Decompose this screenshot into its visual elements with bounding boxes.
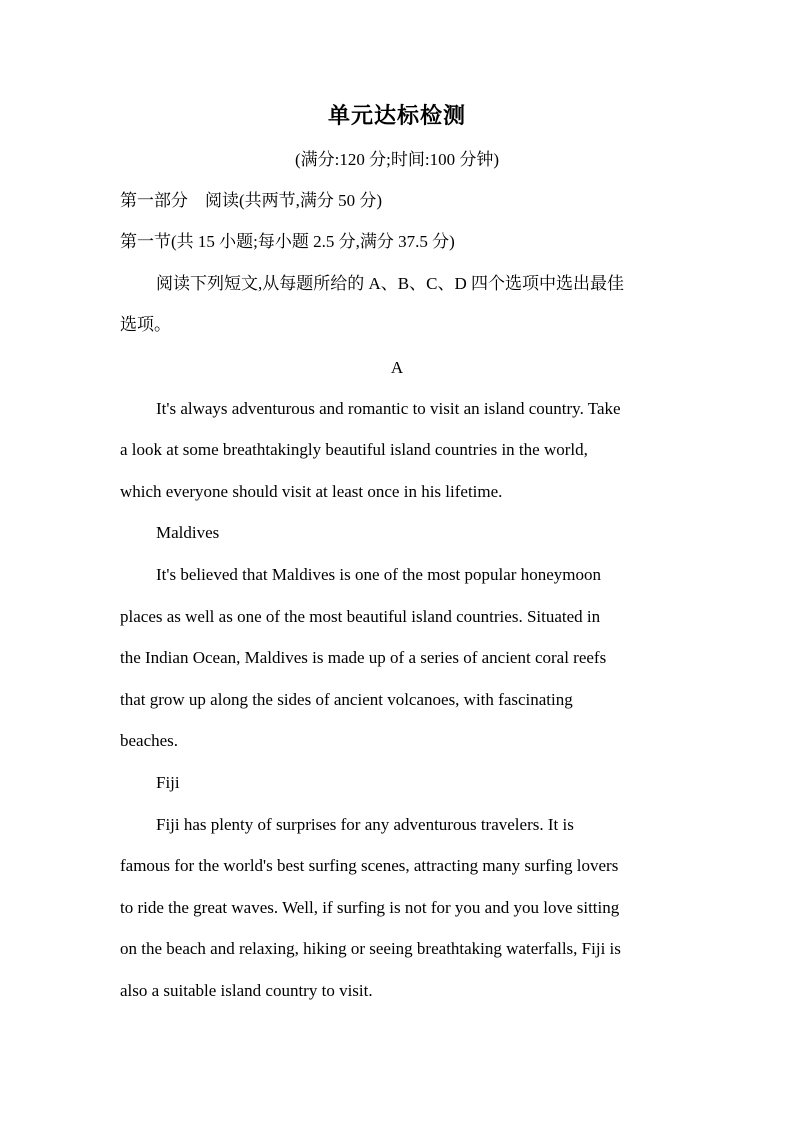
paragraph-line: It's always adventurous and romantic to visit an island country. Take xyxy=(156,399,621,418)
paragraph-line: places as well as one of the most beautiful island countries. Situated in xyxy=(120,607,601,626)
paragraph-line: that grow up along the sides of ancient volcanoes, with fascinating xyxy=(120,690,573,709)
page-title: 单元达标检测 xyxy=(327,103,466,128)
paragraph-line: It's believed that Maldives is one of the most popular honeymoon xyxy=(156,565,601,584)
passage-label: A xyxy=(390,358,404,377)
paragraph-line: also a suitable island country to visit. xyxy=(120,981,373,1000)
paragraph-line: which everyone should visit at least once in his lifetime. xyxy=(120,482,503,501)
section-heading: 第一节(共 15 小题;每小题 2.5 分,满分 37.5 分) xyxy=(120,232,455,251)
page-subtitle: (满分:120 分;时间:100 分钟) xyxy=(295,150,499,169)
instruction-text: 选项。 xyxy=(120,315,171,334)
part-heading: 第一部分 阅读(共两节,满分 50 分) xyxy=(120,191,383,210)
paragraph-line: the Indian Ocean, Maldives is made up of a series of ancient coral reefs xyxy=(120,648,607,667)
paragraph-line: beaches. xyxy=(120,731,179,750)
paragraph-line: famous for the world's best surfing scenes, attracting many surfing lovers xyxy=(120,856,619,875)
paragraph-line: a look at some breathtakingly beautiful island countries in the world, xyxy=(120,440,588,459)
paragraph-line: to ride the great waves. Well, if surfing is not for you and you love sitting xyxy=(120,898,620,917)
subheading-maldives: Maldives xyxy=(156,523,220,542)
paragraph-line: Fiji has plenty of surprises for any adventurous travelers. It is xyxy=(156,815,574,834)
subheading-fiji: Fiji xyxy=(156,773,180,792)
instruction-text: 阅读下列短文,从每题所给的 A、B、C、D 四个选项中选出最佳 xyxy=(156,274,624,293)
paragraph-line: on the beach and relaxing, hiking or seeing breathtaking waterfalls, Fiji is xyxy=(120,939,621,958)
